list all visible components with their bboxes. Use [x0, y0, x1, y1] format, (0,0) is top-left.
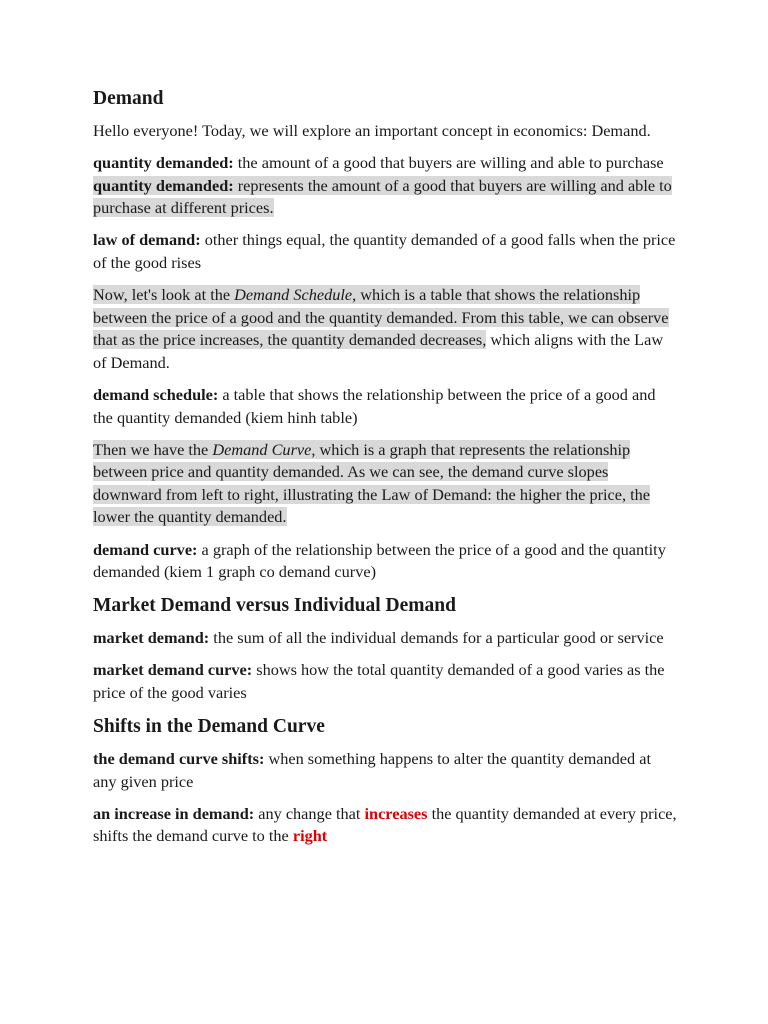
heading-shifts: Shifts in the Demand Curve [93, 715, 325, 737]
term: quantity demanded: [93, 153, 234, 173]
definition-quantity-demanded [93, 152, 678, 175]
definition-demand-curve [93, 539, 678, 584]
definition-curve-shifts [93, 748, 678, 793]
definition-increase-in-demand [93, 803, 678, 848]
definition-text: the quantity demanded at every price, shifts the demand curve to the [93, 803, 677, 846]
term: demand schedule: [93, 384, 219, 404]
term: quantity demanded: [93, 175, 238, 195]
paragraph-demand-schedule [93, 284, 678, 374]
term: an increase in demand: [93, 803, 255, 823]
text-run: Now, let's look at the [93, 285, 235, 305]
text-run: , which is a graph that represents the relationship between price and quantity demanded. As we can see, the demand curve slopes downward from left to right, illustrating the Law of Demand: the higher the price, the lower the quantity demanded. [93, 439, 651, 527]
heading-market-demand: Market Demand versus Individual Demand [93, 595, 456, 617]
definition-text: when something happens to alter the quantity demanded at any given price [93, 748, 651, 791]
term: the demand curve shifts: [93, 748, 265, 768]
text-run: Then we have the [93, 439, 213, 459]
emphasis-right: right [292, 826, 328, 846]
definition-text: any change that [254, 803, 365, 823]
document-page [93, 86, 678, 857]
emphasis-increases: increases [364, 803, 428, 823]
definition-text: the amount of a good that buyers are willing and able to purchase [233, 153, 664, 173]
italic-term: Demand Schedule [234, 285, 353, 305]
paragraph-demand-curve [93, 439, 678, 529]
definition-market-demand-curve [93, 659, 678, 704]
definition-quantity-demanded-highlighted [93, 175, 678, 220]
definition-text: other things equal, the quantity demanded of a good falls when the price of the good rises [93, 230, 676, 272]
text-run: which aligns with the Law of Demand. [93, 330, 664, 372]
definition-market-demand [93, 627, 678, 650]
definition-text: a table that shows the relationship between the price of a good and the quantity demanded (kiem hinh table) [93, 384, 656, 427]
heading-demand: Demand [93, 88, 164, 109]
highlighted-text [93, 440, 650, 527]
definition-text: represents the amount of a good that buyers are willing and able to purchase at different prices. [93, 175, 672, 218]
definition-text: shows how the total quantity demanded of a good varies as the price of the good varies [93, 660, 665, 702]
definition-text: a graph of the relationship between the price of a good and the quantity demanded (kiem 1 graph co demand curve) [93, 539, 666, 582]
highlighted-text [93, 176, 672, 218]
term: market demand curve: [93, 660, 253, 680]
term: demand curve: [93, 539, 198, 559]
intro-paragraph: Hello everyone! Today, we will explore an important concept in economics: Demand. [93, 121, 651, 140]
definition-demand-schedule [93, 384, 678, 429]
term: law of demand: [93, 230, 201, 250]
italic-term: Demand Curve [212, 439, 312, 459]
definition-law-of-demand [93, 229, 678, 274]
definition-text: the sum of all the individual demands for a particular good or service [209, 628, 664, 648]
text-run: , which is a table that shows the relationship between the price of a good and the quantity demanded. From this table, we can observe that as the price increases, the quantity demanded decreases, [93, 285, 669, 350]
term: market demand: [93, 628, 210, 648]
